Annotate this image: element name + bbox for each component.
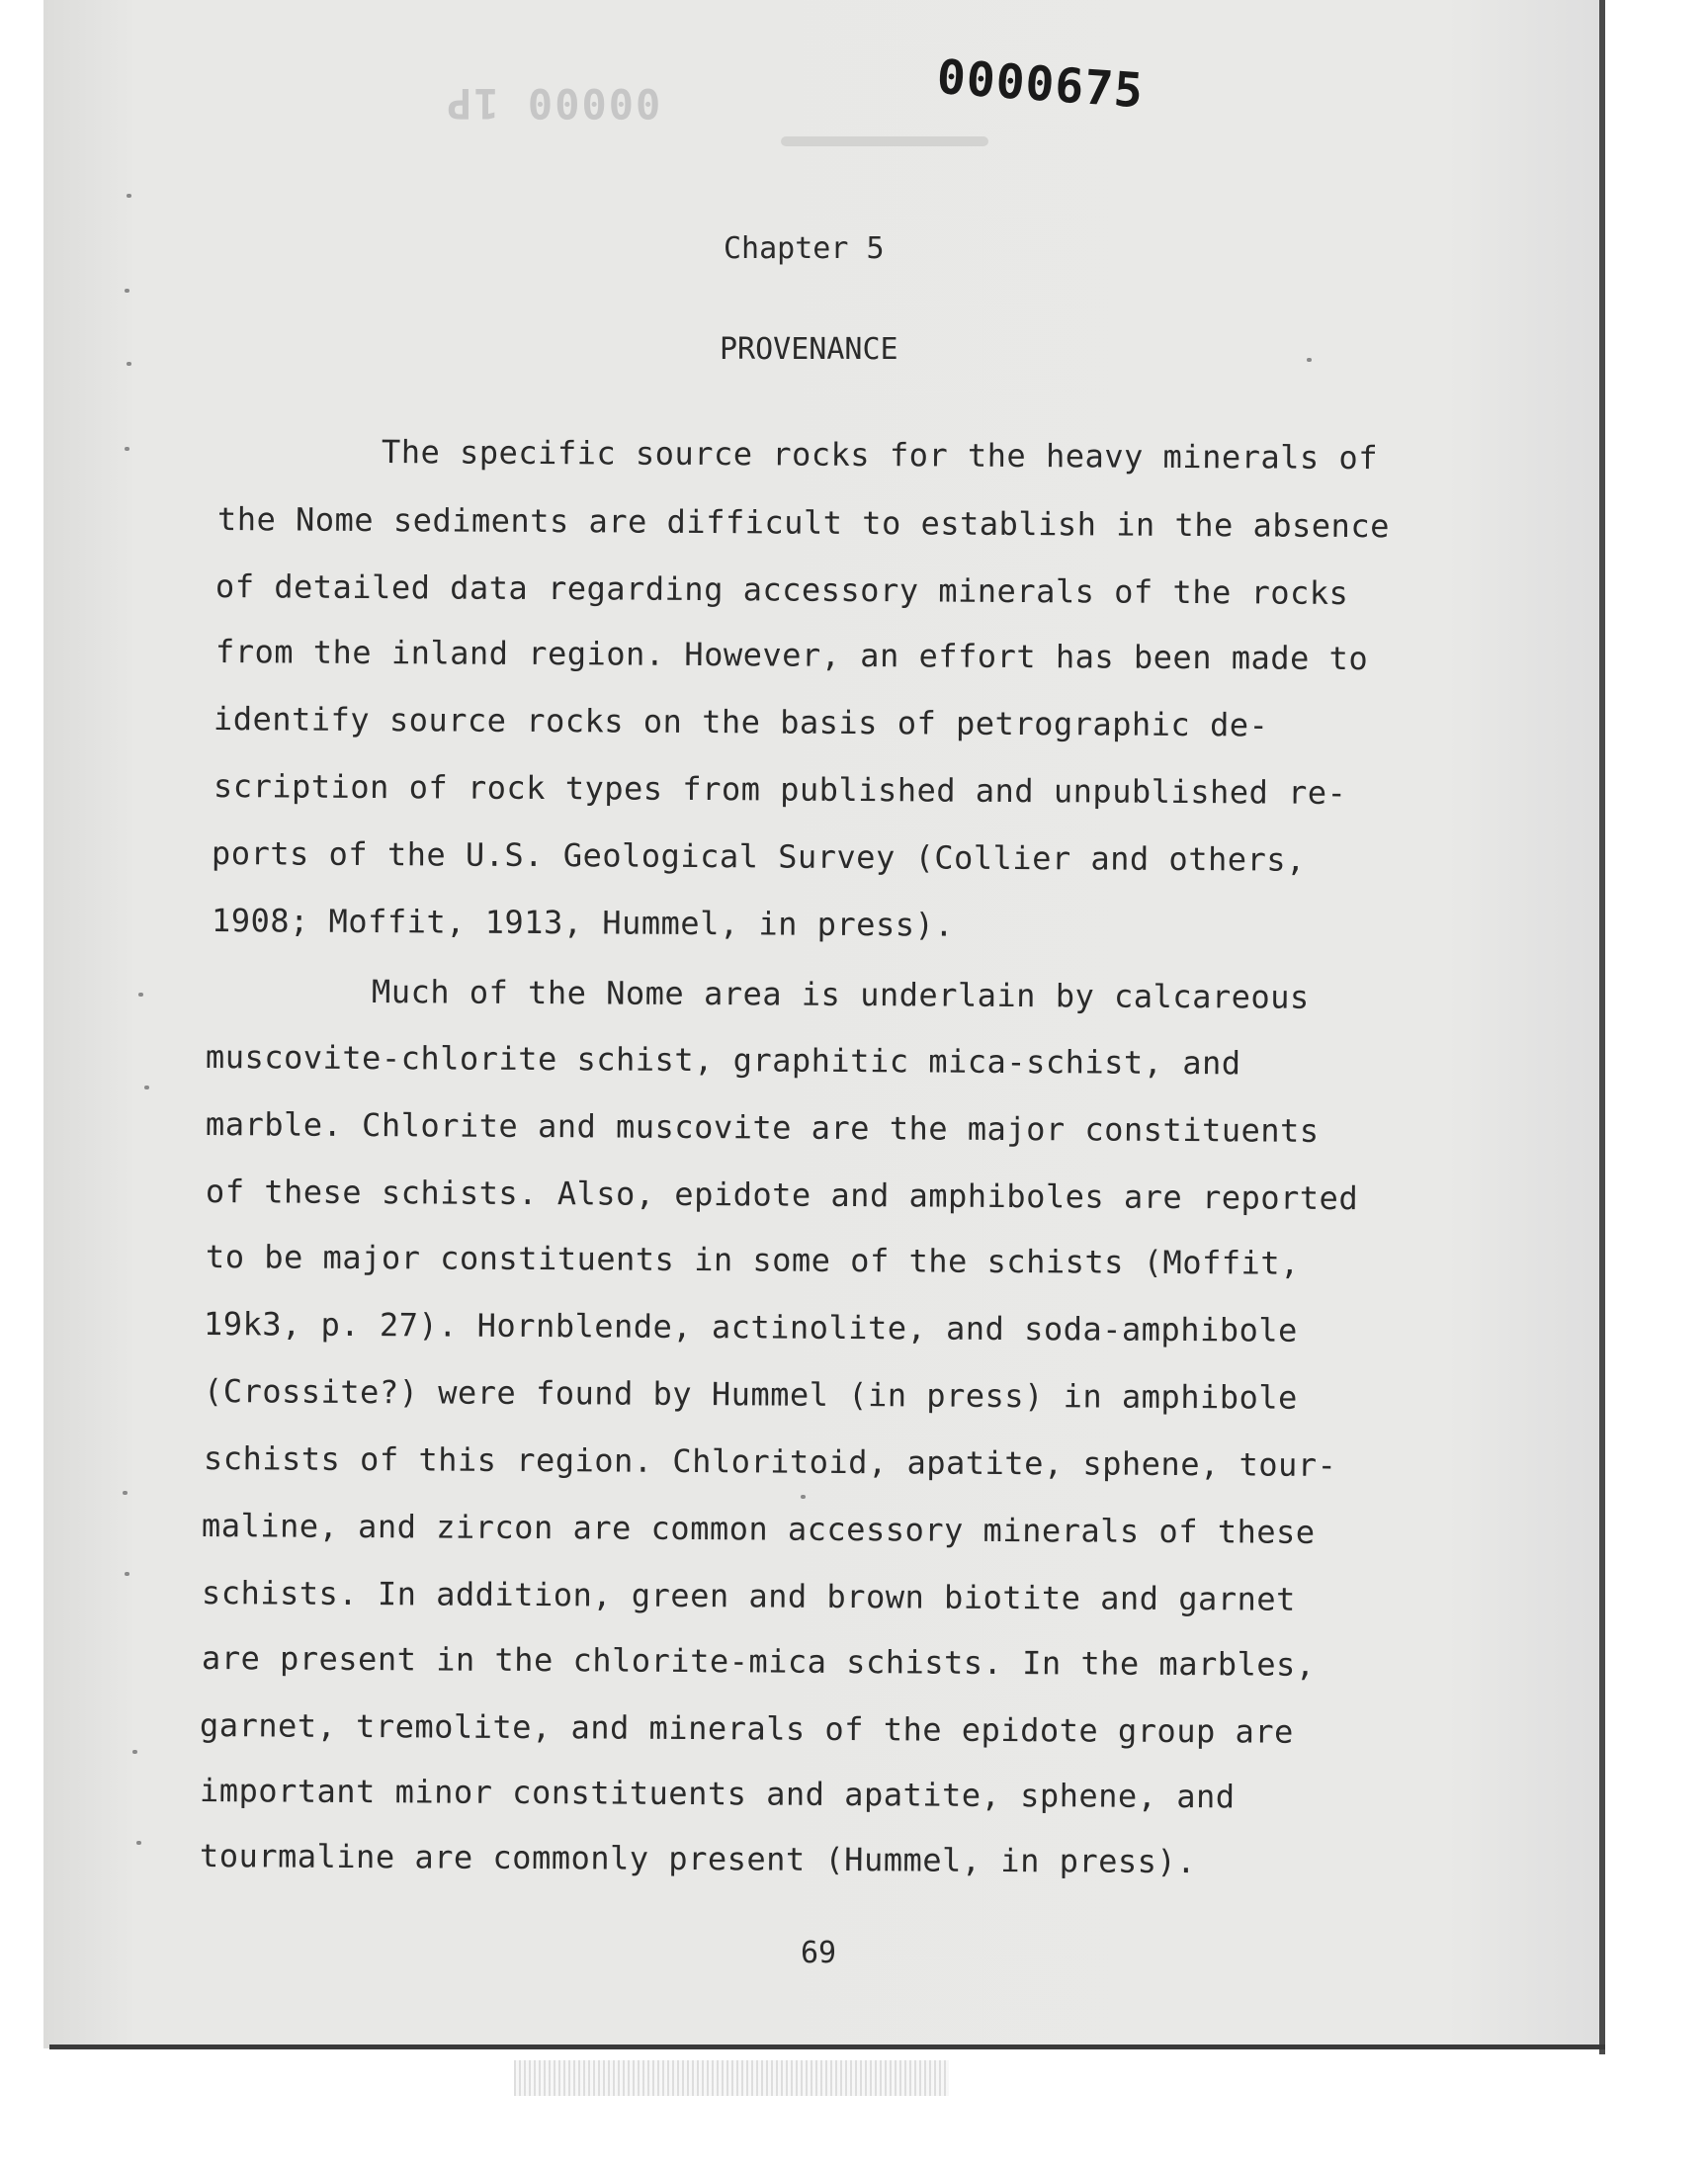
paragraph-line: garnet, tremolite, and minerals of the epidote group are xyxy=(199,1706,1294,1751)
paragraph-line: of detailed data regarding accessory minerals of the rocks xyxy=(214,567,1349,613)
paragraph-line: schists. In addition, green and brown biotite and garnet xyxy=(201,1574,1296,1618)
paragraph-line: ports of the U.S. Geological Survey (Collier and others, xyxy=(211,834,1306,879)
margin-speck xyxy=(136,1841,141,1845)
margin-speck xyxy=(125,289,129,293)
paragraph-line: scription of rock types from published and unpublished re- xyxy=(213,767,1347,813)
margin-speck xyxy=(138,993,143,997)
paragraph-line: are present in the chlorite-mica schists. In the marbles, xyxy=(201,1639,1316,1684)
paragraph-line: tourmaline are commonly present (Hummel, in press). xyxy=(199,1837,1197,1881)
paragraph-line: Much of the Nome area is underlain by calcareous xyxy=(371,973,1310,1016)
chapter-title: PROVENANCE xyxy=(720,332,898,367)
paragraph-line: maline, and zircon are common accessory minerals of these xyxy=(201,1507,1316,1551)
paragraph-line: 19k3, p. 27). Hornblende, actinolite, and soda-amphibole xyxy=(203,1305,1298,1349)
paragraph-line: marble. Chlorite and muscovite are the major constituents xyxy=(205,1105,1320,1150)
paragraph-line: (Crossite?) were found by Hummel (in press) in amphibole xyxy=(203,1372,1298,1417)
page-right-edge xyxy=(1599,0,1605,2054)
paragraph-line: to be major constituents in some of the schists (Moffit, xyxy=(205,1238,1300,1282)
margin-speck xyxy=(801,1495,806,1499)
margin-speck xyxy=(132,1750,137,1754)
margin-speck xyxy=(144,1086,149,1089)
chapter-heading: Chapter 5 xyxy=(724,231,885,266)
paragraph-line: The specific source rocks for the heavy minerals of xyxy=(381,433,1379,478)
margin-speck xyxy=(127,194,131,198)
margin-speck xyxy=(125,447,129,451)
page-bottom-edge xyxy=(49,2044,1605,2049)
scanner-artifact xyxy=(514,2060,949,2096)
faded-stamp-number: 00000 1P xyxy=(445,79,661,128)
paragraph-line: from the inland region. However, an effort has been made to xyxy=(214,633,1369,678)
paragraph-line: muscovite-chlorite schist, graphitic mica-schist, and xyxy=(205,1038,1241,1083)
paragraph-line: schists of this region. Chloritoid, apatite, sphene, tour- xyxy=(203,1439,1337,1485)
paragraph-line: of these schists. Also, epidote and amphiboles are reported xyxy=(205,1173,1359,1218)
margin-speck xyxy=(123,1491,128,1495)
paragraph-line: important minor constituents and apatite, sphene, and xyxy=(199,1772,1236,1816)
stamp-smudge xyxy=(781,136,988,146)
margin-speck xyxy=(127,362,131,366)
margin-speck xyxy=(125,1572,129,1576)
stamp-number: 0000675 xyxy=(935,49,1146,120)
paragraph-line: the Nome sediments are difficult to establish in the absence xyxy=(216,500,1391,546)
paragraph-line: identify source rocks on the basis of petrographic de- xyxy=(213,700,1269,744)
paragraph-line: 1908; Moffit, 1913, Hummel, in press). xyxy=(211,902,955,944)
page-number: 69 xyxy=(801,1936,837,1970)
margin-speck xyxy=(1307,358,1312,362)
